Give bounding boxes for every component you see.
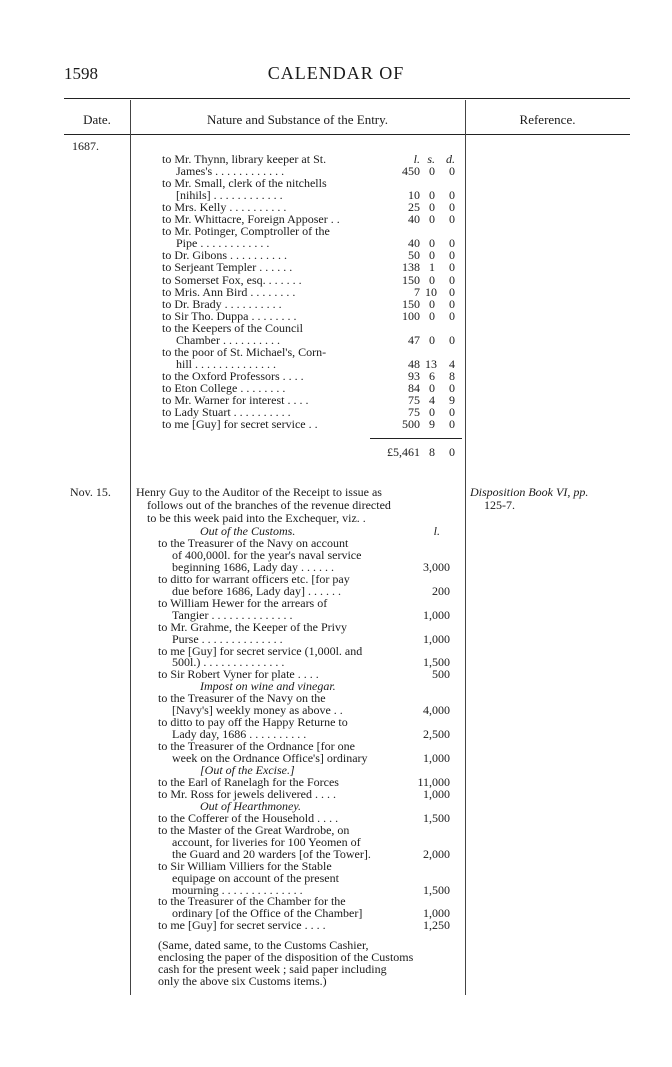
disposition-line: to Sir William Villiers for the Stable	[158, 858, 332, 873]
column-d-header: d.	[446, 152, 455, 166]
payment-line: to Sir Tho. Duppa . . . . . . . .	[162, 308, 297, 323]
payment-amount-l: 150	[402, 272, 420, 287]
disposition-amount: 1,000	[423, 607, 450, 622]
entry-2-reference-1: Disposition Book VI, pp.	[470, 485, 589, 499]
payment-amount-d: 0	[449, 164, 455, 179]
total-shillings: 8	[429, 445, 435, 459]
payment-line: to Mr. Small, clerk of the nitchells	[162, 176, 327, 191]
disposition-amount: 1,500	[423, 882, 450, 897]
payment-amount-s: 0	[429, 236, 435, 251]
payment-line: to Mr. Thynn, library keeper at St.	[162, 152, 327, 166]
disposition-line: ordinary [of the Office of the Chamber]	[172, 906, 363, 921]
disposition-line: to Mr. Grahme, the Keeper of the Privy	[158, 619, 347, 634]
payment-amount-l: 50	[408, 248, 420, 263]
disposition-amount: 500	[432, 667, 450, 682]
payment-amount-d: 0	[449, 200, 455, 215]
disposition-line: Tangier . . . . . . . . . . . . . .	[172, 607, 293, 622]
disposition-amount: 11,000	[417, 774, 450, 789]
payment-line: to Dr. Brady . . . . . . . . . .	[162, 296, 282, 311]
payment-line: to the poor of St. Michael's, Corn-	[162, 344, 327, 359]
payment-line: to Dr. Gibons . . . . . . . . . .	[162, 248, 288, 263]
disposition-line: [Navy's] weekly money as above . .	[172, 703, 343, 718]
payment-line: to the Keepers of the Council	[162, 320, 303, 335]
payment-amount-d: 0	[449, 332, 455, 347]
disposition-amount: 1,000	[423, 786, 450, 801]
payment-amount-s: 0	[429, 188, 435, 203]
payment-amount-l: 25	[408, 200, 420, 215]
payment-amount-s: 0	[429, 212, 435, 227]
payment-amount-s: 10	[425, 284, 437, 299]
payment-amount-s: 0	[429, 405, 435, 420]
entry-2-reference-2: 125-7.	[484, 498, 515, 512]
entry-2-note-2: enclosing the paper of the disposition of the Customs	[158, 950, 414, 964]
payment-line: to Mr. Potinger, Comptroller of the	[162, 224, 330, 239]
disposition-line: to the Cofferer of the Household . . . .	[158, 810, 339, 825]
total-rule	[370, 438, 462, 439]
disposition-line: account, for liveries for 100 Yeomen of	[172, 834, 361, 849]
payment-line: to Mris. Ann Bird . . . . . . . .	[162, 284, 296, 299]
payment-amount-d: 0	[449, 272, 455, 287]
disposition-line: equipage on account of the present	[172, 870, 339, 885]
disposition-amount: 1,000	[423, 751, 450, 766]
disposition-amount: 1,500	[423, 810, 450, 825]
payment-amount-s: 0	[429, 200, 435, 215]
payment-amount-s: 0	[429, 164, 435, 179]
payment-line: to Mrs. Kelly . . . . . . . . . .	[162, 200, 287, 215]
date-column-rule	[130, 100, 131, 995]
disposition-amount: 3,000	[423, 559, 450, 574]
payment-amount-d: 0	[449, 248, 455, 263]
payment-line: to Somerset Fox, esq. . . . . . .	[162, 272, 302, 287]
payment-amount-l: 47	[408, 332, 420, 347]
disposition-amount: 1,000	[423, 631, 450, 646]
column-l-header: l.	[413, 152, 420, 166]
entry-2-intro-2: follows out of the branches of the revenue directed	[147, 498, 391, 512]
payment-line: James's . . . . . . . . . . . .	[176, 164, 285, 179]
payment-line: Pipe . . . . . . . . . . . .	[176, 236, 270, 251]
payment-amount-d: 0	[449, 260, 455, 275]
entry-2-intro-1: Henry Guy to the Auditor of the Receipt to issue as	[136, 485, 382, 499]
payment-line: to Mr. Whittacre, Foreign Apposer . .	[162, 212, 340, 227]
payment-amount-d: 0	[449, 212, 455, 227]
running-head: CALENDAR OF	[267, 63, 405, 83]
entry-2-date: Nov. 15.	[70, 485, 111, 499]
payment-amount-l: 40	[408, 236, 420, 251]
column-heading-date: Date.	[83, 112, 111, 127]
payment-line: hill . . . . . . . . . . . . . .	[176, 356, 277, 371]
payment-amount-s: 0	[429, 308, 435, 323]
entry-2-l-header: l.	[433, 524, 440, 538]
disposition-line: to the Earl of Ranelagh for the Forces	[158, 774, 339, 789]
payment-amount-d: 0	[449, 405, 455, 420]
disposition-line: due before 1686, Lady day] . . . . . .	[172, 583, 341, 598]
payment-amount-l: 84	[408, 380, 420, 395]
payment-amount-l: 450	[402, 164, 420, 179]
total-pounds: £5,461	[387, 445, 420, 459]
entry-2-note-4: only the above six Customs items.)	[158, 974, 327, 988]
payment-amount-d: 0	[449, 380, 455, 395]
payment-amount-l: 500	[402, 417, 420, 432]
total-pence: 0	[449, 445, 455, 459]
disposition-amount: 2,500	[423, 727, 450, 742]
entry-2-note-1: (Same, dated same, to the Customs Cashier,	[158, 938, 369, 952]
payment-amount-d: 0	[449, 284, 455, 299]
payment-amount-l: 138	[402, 260, 420, 275]
payment-amount-d: 4	[449, 356, 455, 371]
payment-amount-l: 75	[408, 405, 420, 420]
disposition-line: to Mr. Ross for jewels delivered . . . .	[158, 786, 336, 801]
disposition-line: the Guard and 20 warders [of the Tower].	[172, 846, 371, 861]
payment-amount-s: 0	[429, 332, 435, 347]
payment-line: to me [Guy] for secret service . .	[162, 417, 318, 432]
payment-line: to Serjeant Templer . . . . . .	[162, 260, 293, 275]
disposition-line: to Sir Robert Vyner for plate . . . .	[158, 667, 319, 682]
disposition-line: week on the Ordnance Office's] ordinary	[172, 751, 368, 766]
disposition-line: to ditto for warrant officers etc. [for pay	[158, 571, 350, 586]
payment-line: to the Oxford Professors . . . .	[162, 368, 304, 383]
payment-amount-s: 13	[425, 356, 437, 371]
column-s-header: s.	[427, 152, 435, 166]
payment-amount-l: 93	[408, 368, 420, 383]
payment-line: [nihils] . . . . . . . . . . . .	[176, 188, 283, 203]
payment-line: to Lady Stuart . . . . . . . . . .	[162, 405, 291, 420]
payment-amount-s: 1	[429, 260, 435, 275]
disposition-amount: 4,000	[423, 703, 450, 718]
entry-1-date: 1687.	[72, 139, 99, 153]
column-heading-nature: Nature and Substance of the Entry.	[206, 112, 389, 127]
entry-2-intro-3: to be this week paid into the Exchequer, viz. .	[147, 511, 366, 525]
disposition-line: to the Master of the Great Wardrobe, on	[158, 822, 350, 837]
payment-line: to Eton College . . . . . . . .	[162, 380, 286, 395]
disposition-line: to ditto to pay off the Happy Returne to	[158, 715, 348, 730]
disposition-line: to the Treasurer of the Chamber for the	[158, 894, 346, 909]
payment-amount-d: 0	[449, 296, 455, 311]
payment-amount-d: 0	[449, 308, 455, 323]
disposition-line: mourning . . . . . . . . . . . . . .	[172, 882, 303, 897]
disposition-amount: 1,250	[423, 918, 450, 933]
payment-amount-s: 6	[429, 368, 435, 383]
payment-line: to Mr. Warner for interest . . . .	[162, 393, 309, 407]
disposition-amount: 200	[432, 583, 450, 598]
payment-amount-d: 0	[449, 188, 455, 203]
payment-amount-d: 0	[449, 417, 455, 432]
disposition-line: to me [Guy] for secret service (1,000l. and	[158, 643, 363, 658]
payment-amount-l: 40	[408, 212, 420, 227]
disposition-amount: 2,000	[423, 846, 450, 861]
payment-amount-l: 7	[414, 284, 420, 299]
disposition-line: to William Hewer for the arrears of	[158, 595, 328, 610]
disposition-line: beginning 1686, Lady day . . . . . .	[172, 559, 334, 574]
payment-amount-s: 0	[429, 380, 435, 395]
payment-line: Chamber . . . . . . . . . .	[176, 332, 280, 347]
section-heading: Impost on wine and vinegar.	[200, 679, 336, 694]
section-heading: [Out of the Excise.]	[200, 763, 295, 777]
payment-amount-s: 9	[429, 417, 435, 432]
payment-amount-s: 0	[429, 248, 435, 263]
top-rule	[64, 98, 630, 99]
disposition-line: to the Treasurer of the Ordnance [for one	[158, 739, 355, 754]
payment-amount-l: 75	[408, 393, 420, 407]
disposition-line: to the Treasurer of the Navy on account	[158, 535, 349, 550]
payment-amount-d: 0	[449, 236, 455, 251]
column-heading-reference: Reference.	[519, 112, 576, 127]
disposition-amount: 1,500	[423, 655, 450, 670]
disposition-line: to me [Guy] for secret service . . . .	[158, 918, 326, 933]
disposition-line: 500l.) . . . . . . . . . . . . . .	[172, 655, 285, 670]
payment-amount-l: 100	[402, 308, 420, 323]
payment-amount-l: 150	[402, 296, 420, 311]
reference-column-rule	[465, 100, 466, 995]
payment-amount-d: 8	[449, 368, 455, 383]
disposition-line: Lady day, 1686 . . . . . . . . . .	[172, 727, 307, 742]
disposition-amount: 1,000	[423, 906, 450, 921]
section-heading: Out of Hearthmoney.	[200, 798, 301, 813]
entry-2-note-3: cash for the present week ; said paper including	[158, 962, 387, 976]
column-head-rule	[64, 134, 630, 135]
payment-amount-d: 9	[449, 393, 455, 407]
payment-amount-s: 4	[429, 393, 435, 407]
payment-amount-l: 48	[408, 356, 420, 371]
disposition-line: Purse . . . . . . . . . . . . . .	[172, 631, 283, 646]
section-heading: Out of the Customs.	[200, 524, 296, 538]
page-number: 1598	[64, 64, 98, 83]
payment-amount-s: 0	[429, 272, 435, 287]
disposition-line: to the Treasurer of the Navy on the	[158, 691, 326, 706]
disposition-line: of 400,000l. for the year's naval service	[172, 547, 362, 562]
payment-amount-l: 10	[408, 188, 420, 203]
payment-amount-s: 0	[429, 296, 435, 311]
